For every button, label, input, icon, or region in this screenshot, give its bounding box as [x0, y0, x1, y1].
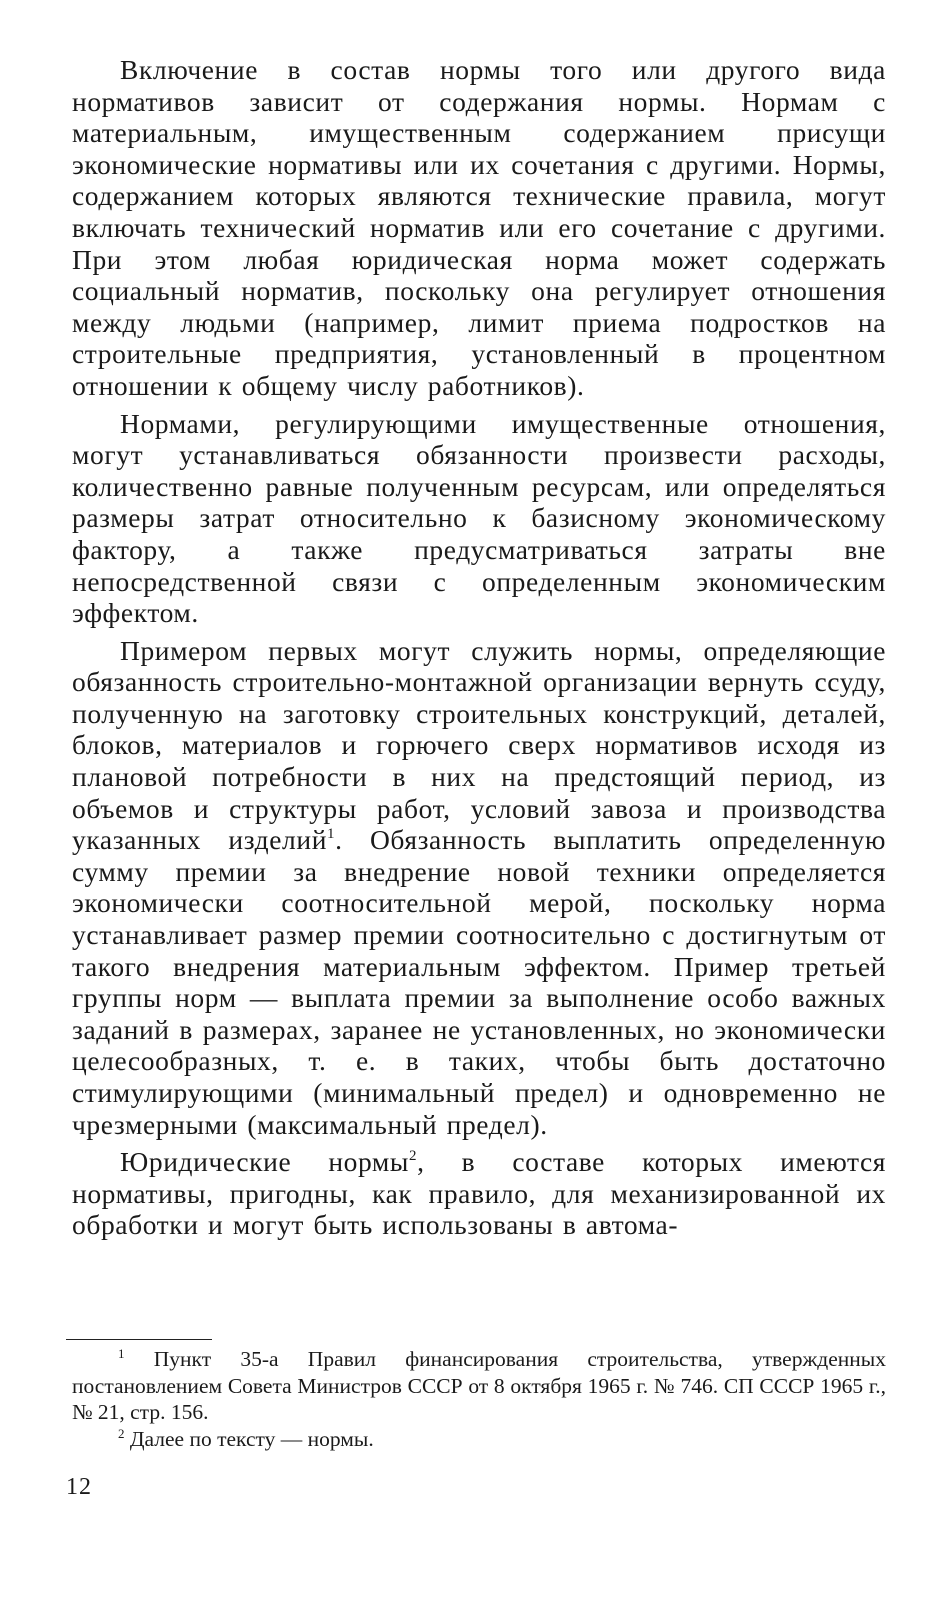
footnote-1-marker: 1 [118, 1346, 125, 1361]
paragraph-4-text-end: , в составе которых имеются нормативы, пригодны, как правило, для механизированной их обработки и могут быть использованы в автома- [72, 1146, 886, 1241]
paragraph-3-text-start: Примером первых могут служить нормы, определяющие обязанность строительно-монтажной организации вернуть ссуду, полученную на заготовку строительных конструкций, деталей, блоков, материалов и горючего сверх нормативов исходя из плановой потребности в них на предстоящий период, из объемов и структуры работ, условий завоза и производства указанных изделий [72, 634, 886, 856]
paragraph-4-text-start: Юридические нормы [120, 1146, 410, 1178]
footnote-1-text: Пункт 35-а Правил финансирования строительства, утвержденных постановлением Совета Министров СССР от 8 октября 1965 г. № 746. СП СССР 1965 г., № 21, стр. 156. [72, 1347, 886, 1424]
footnote-separator [66, 1339, 212, 1340]
paragraph-1: Включение в состав нормы того или другого вида нормативов зависит от содержания нормы. Нормам с материальным, имущественным содержанием присущи экономические нормативы или их сочетания с другими. Нормы, содержанием которых являются технические правила, могут включать технический норматив или его сочетание с другими. При этом любая юридическая норма может содержать социальный норматив, поскольку она регулирует отношения между людьми (например, лимит приема подростков на строительные предприятия, установленный в процентном отношении к общему числу работников). [72, 54, 886, 401]
main-text [72, 54, 886, 1241]
paragraph-3 [72, 635, 886, 1141]
footnote-ref-1: 1 [327, 826, 336, 843]
page-number: 12 [66, 1474, 92, 1500]
footnote-2-marker: 2 [118, 1425, 125, 1441]
footnotes [72, 1346, 886, 1452]
paragraph-4 [72, 1146, 886, 1241]
footnote-2-text: Далее по тексту — нормы. [129, 1426, 374, 1451]
footnote-2 [72, 1426, 886, 1453]
paragraph-3-text-end: . Обязанность выплатить определенную сумму премии за внедрение новой техники определяется экономически соотносительной мерой, поскольку норма устанавливает размер премии соотносительно с достигнутым от такого внедрения материальным эффектом. Пример третьей группы норм — выплата премии за выполнение особо важных заданий в размерах, заранее не установленных, но экономически целесообразных, т. е. в таких, чтобы быть достаточно стимулирующими (минимальный предел) и одновременно не чрезмерными (максимальный предел). [72, 824, 886, 1140]
footnote-1 [72, 1346, 886, 1426]
footnote-ref-2: 2 [409, 1148, 418, 1165]
paragraph-2: Нормами, регулирующими имущественные отношения, могут устанавливаться обязанности произвести расходы, количественно равные полученным ресурсам, или определяться размеры затрат относительно к базисному экономическому фактору, а также предусматриваться затраты вне непосредственной связи с определенным экономическим эффектом. [72, 407, 886, 629]
